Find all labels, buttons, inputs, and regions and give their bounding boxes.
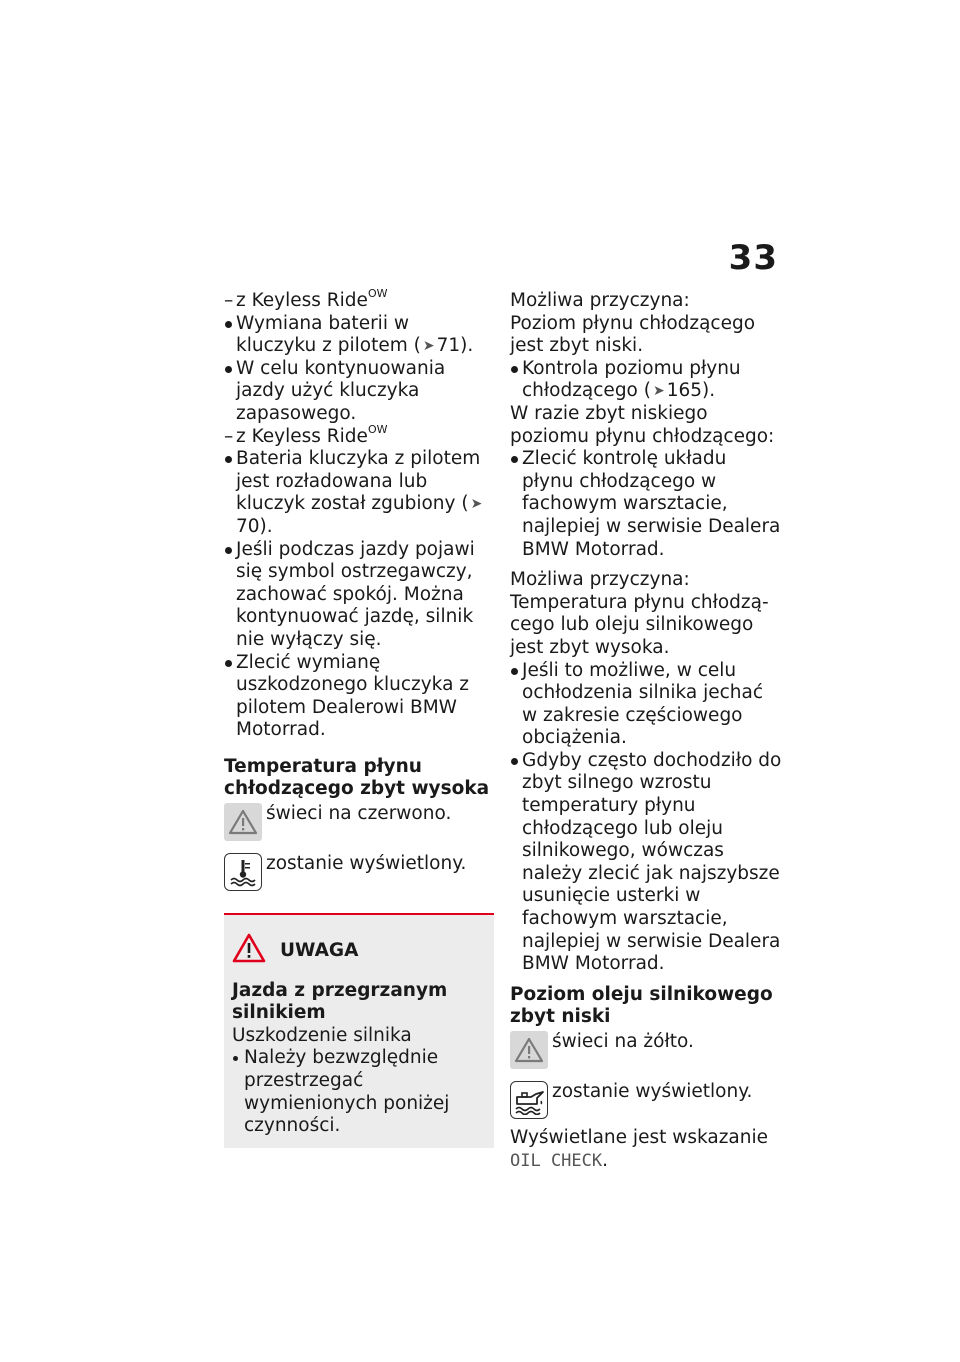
option-superscript: OW — [367, 422, 388, 436]
paragraph: Poziom płynu chłodzącego jest zbyt niski. — [510, 312, 756, 357]
indicator-description: świeci na żółto. — [552, 1031, 694, 1052]
coolant-temperature-icon — [224, 853, 262, 891]
reference-arrow-icon: ➤ — [652, 383, 665, 400]
condition-text: z Keyless Ride — [236, 425, 368, 447]
page-reference: 165). — [666, 380, 716, 402]
list-item — [224, 448, 494, 538]
indicator-row — [510, 1081, 782, 1119]
paragraph: Wyświetlane jest wskazanie — [510, 1127, 769, 1148]
list-item: Zlecić wymianę uszkodzonego kluczyka z pilotem Dealerowi BMW Motorrad. — [224, 652, 494, 742]
paragraph: Temperatura płynu chłodzącego lub oleju silnikowego jest zbyt wysoka. — [510, 591, 769, 658]
left-column — [224, 287, 494, 1148]
list-item: Zlecić kontrolę układu płynu chłodzącego w fachowym warsztacie, najlepiej w serwisie Dealera BMW Motorrad. — [510, 448, 782, 561]
page-reference: 71). — [436, 335, 474, 357]
page-number: 33 — [728, 238, 778, 278]
section-heading-coolant: Temperatura płynu chłodzącego zbyt wysoka — [224, 755, 490, 800]
indicator-row — [224, 803, 494, 841]
list-item: Jeśli podczas jazdy pojawi się symbol ostrzegawczy, zachować spokój. Można kontynuować jazdę, silnik nie wyłączy się. — [224, 539, 494, 652]
condition-keyless-ride-2 — [224, 422, 494, 449]
list-item-text: Kontrola poziomu płynu chłodzącego ( — [522, 357, 741, 402]
display-code-line — [510, 1150, 782, 1173]
indicator-row — [510, 1031, 782, 1069]
list-item-text: Bateria kluczyka z pilotem jest rozładowana lub kluczyk został zgubiony ( — [236, 448, 481, 515]
warning-triangle-icon — [224, 803, 262, 841]
option-superscript: OW — [367, 287, 388, 300]
warning-box — [224, 913, 494, 1148]
warning-bullet: Należy bezwzględnie przestrzegać wymienionych poniżej czynności. — [232, 1047, 486, 1137]
display-code: OIL CHECK — [510, 1150, 603, 1171]
list-item: Jeśli to możliwe, w celu ochłodzenia silnika jechać w zakresie częściowego obciążenia. — [510, 660, 782, 750]
paragraph: Możliwa przyczyna: — [510, 569, 690, 591]
oil-can-icon — [510, 1081, 548, 1119]
warning-triangle-icon — [510, 1031, 548, 1069]
section-heading-oil: Poziom oleju silnikowego zbyt niski — [510, 983, 773, 1028]
indicator-description: świeci na czerwono. — [266, 803, 452, 825]
warning-title: Jazda z przegrzanym silnikiem — [232, 979, 448, 1024]
paragraph: Możliwa przyczyna: — [510, 290, 690, 311]
indicator-row — [224, 853, 494, 891]
right-column — [510, 290, 782, 1172]
page-reference: 70). — [236, 515, 273, 537]
indicator-description: zostanie wyświetlony. — [266, 853, 467, 875]
reference-arrow-icon: ➤ — [470, 496, 483, 513]
warning-subtitle: Uszkodzenie silnika — [232, 1024, 412, 1046]
list-item — [224, 313, 494, 358]
warning-header — [232, 933, 486, 970]
punctuation: . — [602, 1149, 609, 1171]
paragraph: W razie zbyt niskiego poziomu płynu chłodzącego: — [510, 402, 775, 447]
red-warning-triangle-icon — [232, 933, 266, 970]
warning-label: UWAGA — [280, 940, 359, 962]
reference-arrow-icon: ➤ — [422, 338, 435, 355]
list-item — [510, 358, 782, 403]
condition-keyless-ride-1 — [224, 287, 494, 313]
list-item-text: Wymiana baterii w kluczyku z pilotem ( — [236, 312, 421, 357]
list-item: Gdyby często dochodziło do zbyt silnego wzrostu temperatury płynu chłodzącego lub oleju silnikowego, wówczas należy zlecić jak najszybsze usunięcie usterki w fachowym warsztacie, najlepiej w serwisie Dealera BMW Motorrad. — [510, 750, 782, 976]
list-item: W celu kontynuowania jazdy użyć kluczyka zapasowego. — [224, 358, 494, 426]
indicator-description: zostanie wyświetlony. — [552, 1081, 753, 1102]
condition-text: z Keyless Ride — [236, 290, 368, 311]
